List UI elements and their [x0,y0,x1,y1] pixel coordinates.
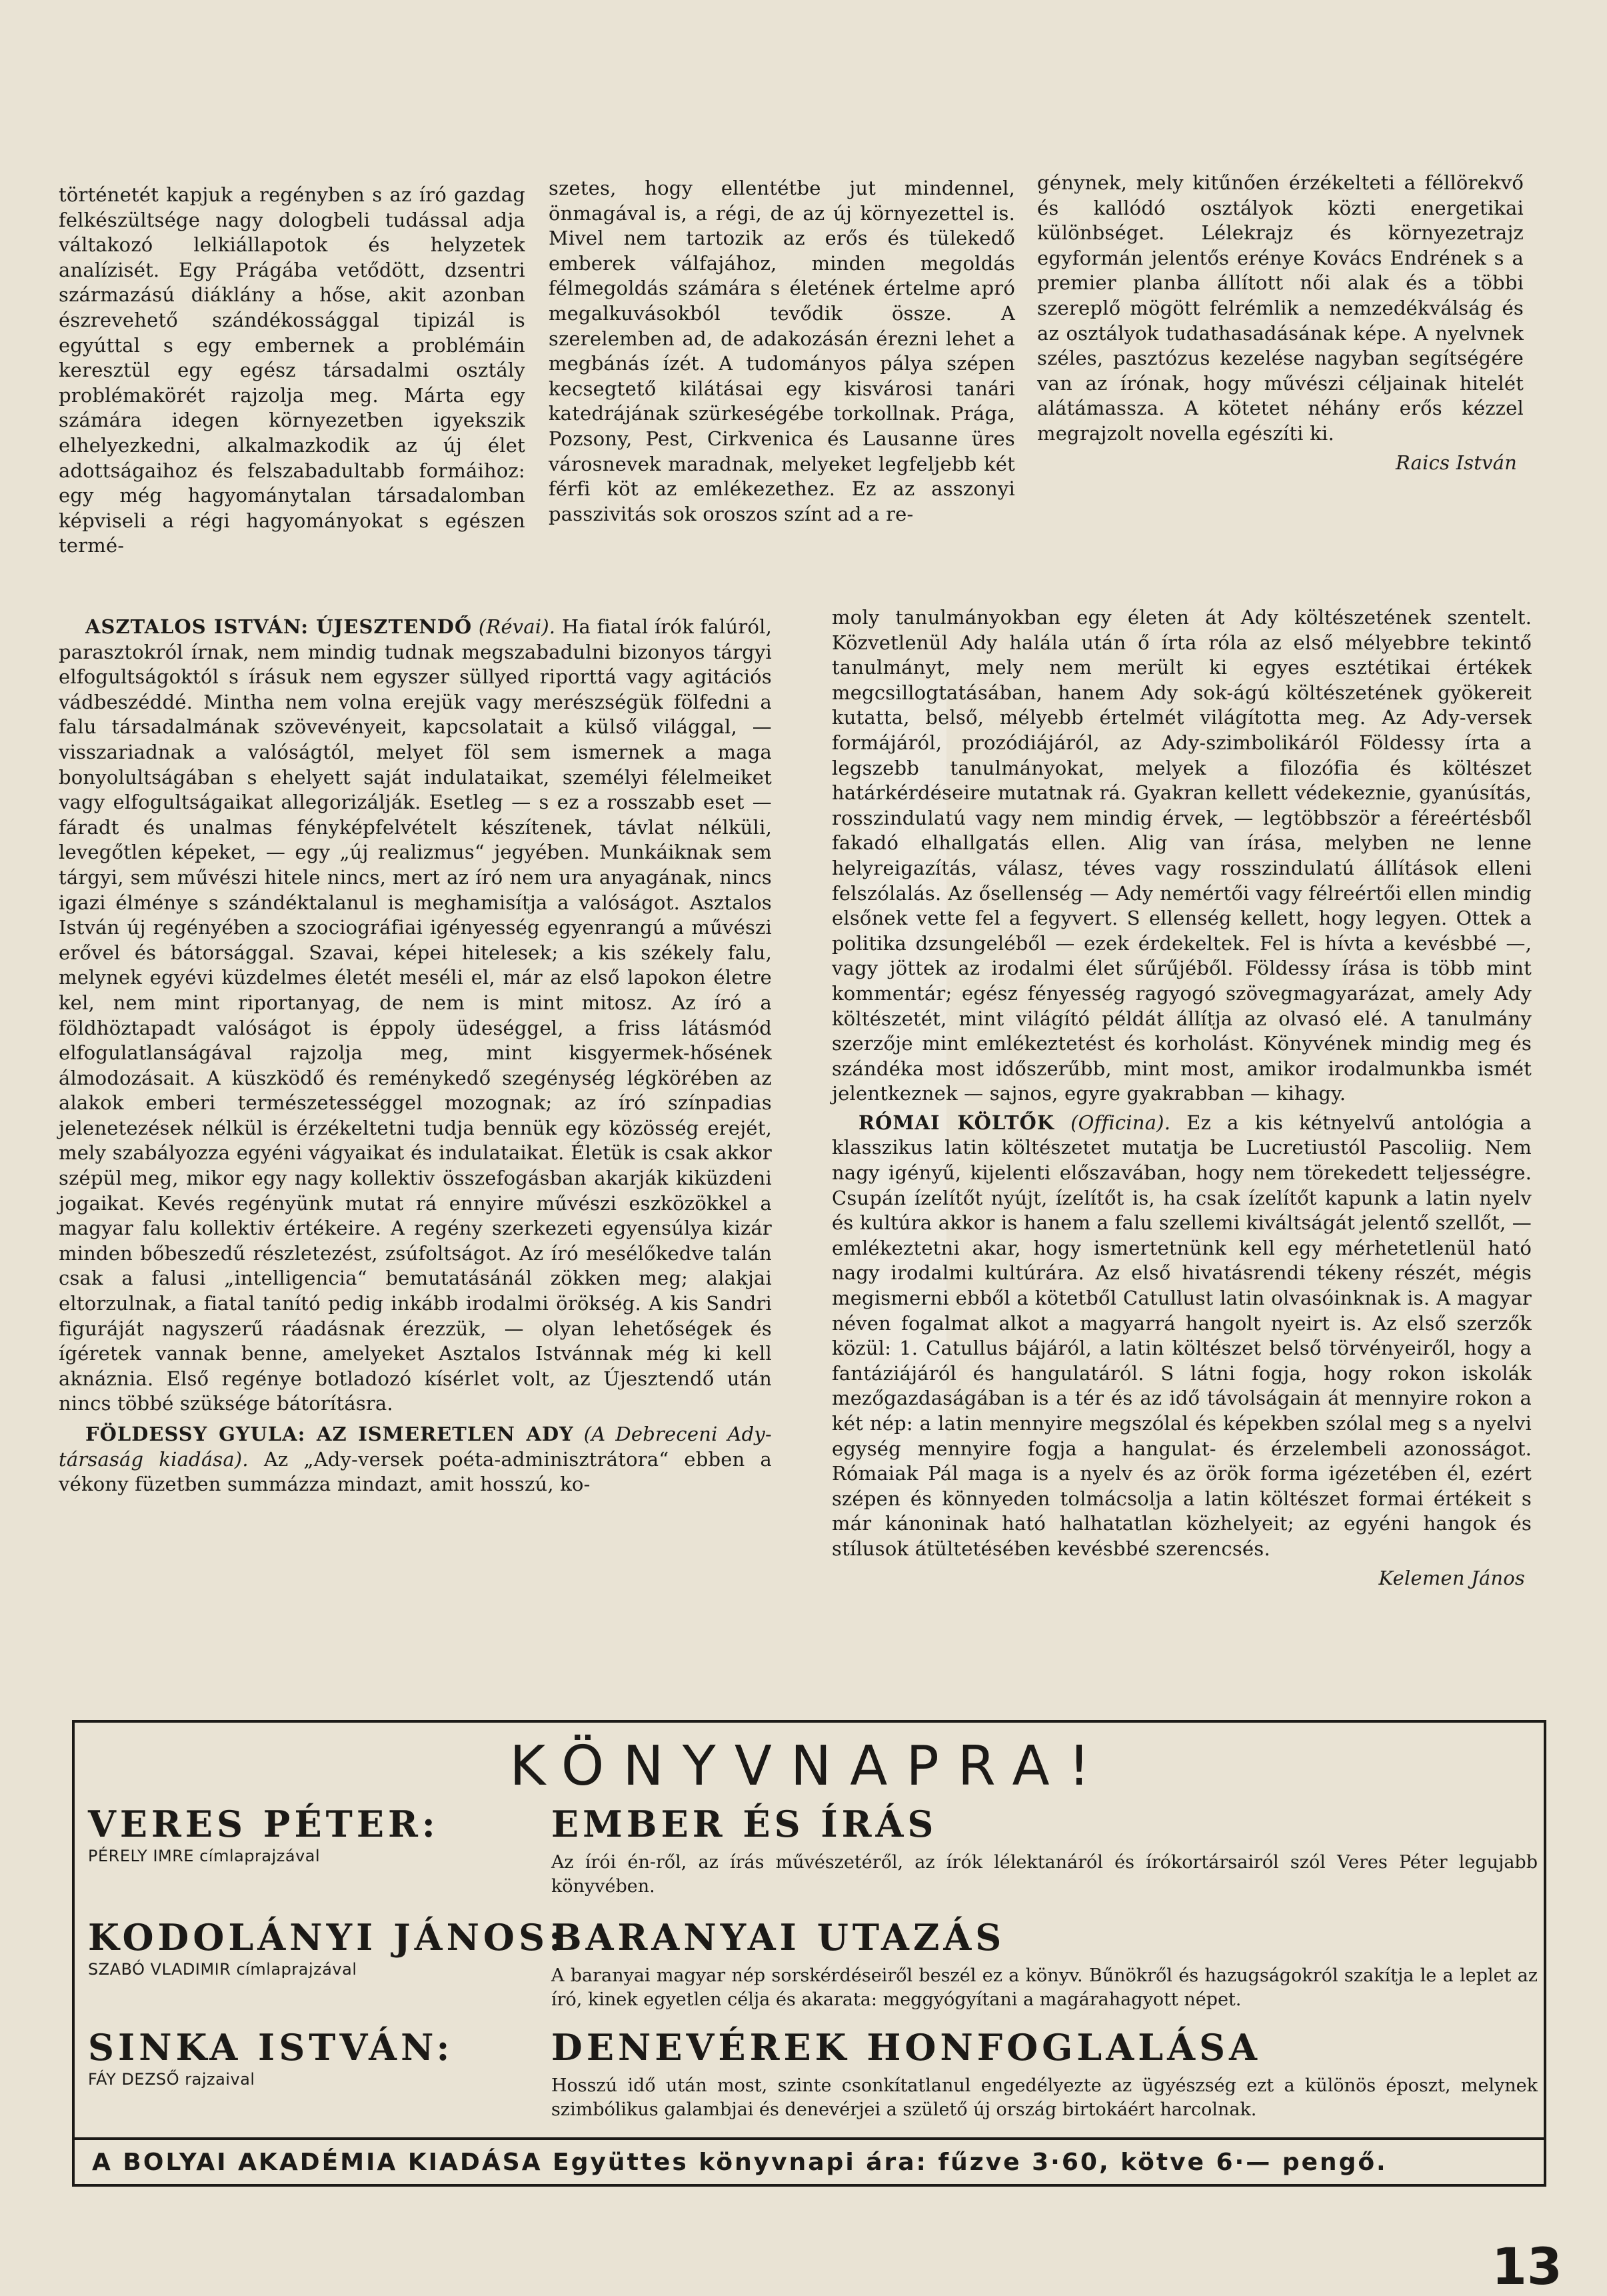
advert-description: Az írói én-ről, az írás művészetéről, az írók lélektanáról és írókortársairól szól Veres Péter legujabb könyvében. [551,1852,1538,1897]
advert-illustrator: SZABÓ VLADIMIR címlaprajzával [88,1960,357,1979]
review-foldessy [59,1422,772,1497]
advert-book-title: EMBER ÉS ÍRÁS [551,1803,938,1845]
advert-author: SINKA ISTVÁN: [88,2026,454,2069]
review-asztalos-body: Ha fiatal írók falúról, parasztokról írnak, nem mindig tudnak megszabadulni bizonyos tárgyi elfogultságoktól s írásuk nem egyszer süllyed riporttá vagy agitációs vádbeszéddé. Mintha nem volna erejük vagy merészségük fölfedni a falu társadalmának szövevényeit, kapcsolatait a külső világgal, — visszariadnak a valóságtól, melyet föl sem ismernek a maga bonyolultságában s ehelyett saját indulataikat, személyi félelmeiket vagy elfogultságaikat allegorizálják. Esetleg — s ez a rosszabb eset — fáradt és unalmas fényképfelvételt készítenek, távlat nélküli, levegőtlen képeket, — egy „új realizmus“ jegyében. Munkáiknak sem tárgyi, sem művészi hitele nincs, mert az író nem ura anyagának, nincs igazi élménye s szándéktalanul is meghamisítja a valóságot. Asztalos István új regényében a szociográfiai igényesség egyenrangú a művészi erővel és bátorsággal. Szavai, képei hitelesek; a kis székely falu, melynek egyévi küzdelmes életét meséli el, már az első lapokon életre kel, nem mint riportanyag, de nem is mint mitosz. Az író a földhöztapadt valóságot is éppoly üdeséggel, a friss látásmód elfogulatlanságával rajzolja meg, mint kisgyermek-hősének álmodozásait. A küszködő és reménykedő szegénység légkörében az alakok emberi természetességgel mozognak; az író színpadias jelenetezések nélkül is érzékeltetni tudja bennük egy közösség erejét, mely szabályozza egyéni vágyaikat és indulataikat. Életük is csak akkor szépül meg, mikor egy nagy kollektiv összefogásban akarják kiküzdeni jogaikat. Kevés regényünk mutat rá ennyire művészi eszközökkel a magyar falu kollektiv értékeire. A regény szerkezeti egyensúlya kizár minden bőbeszedű részletezést, zsúfoltságot. Az író mesélőkedve talán csak a falusi „intelligencia“ bemutatásánál zökken meg; alakjai eltorzulnak, a fiatal tanító pedig inkább irodalmi örökség. A kis Sandri figuráját nagyszerű ráadásnak érezzük, — olyan lehetőségek és ígéretek vannak benne, amelyeket Asztalos Istvánnak még ki kell aknáznia. Első regénye botladozó kísérlet volt, az Újesztendő után nincs többé szüksége bátorításra. [59,615,773,1415]
advert-description: Hosszú idő után most, szinte csonkítatlanul engedélyezte az ügyészség ezt a különös époszt, melynek szimbólikus galambjai és denevérjei a születő új ország birtokáért harcolnak. [551,2075,1538,2120]
advert-footer: A BOLYAI AKADÉMIA KIADÁSA Együttes könyvnapi ára: fűzve 3·60, kötve 6·— pengő. [75,2137,1544,2184]
review-foldessy-heading: FÖLDESSY GYULA: AZ ISMERETLEN ADY [85,1423,574,1445]
review-romai-heading: RÓMAI KÖLTŐK [858,1111,1055,1134]
top-column-1-text: történetét kapjuk a regényben s az író gazdag felkészültsége nagy dologbeli tudással adja váltakozó lelkiállapotok és helyzetek analízisét. Egy Prágába vetődött, dzsentri származású diáklány a hőse, akit azonban észrevehető szándékossággal tipizál is egyúttal s egy embernek a problémáin keresztül egy egész társadalmi osztály problémakörét rajzolja meg. Márta egy számára idegen környezetben igyekszik elhelyezkedni, alkalmazkodik az új élet adottságaihoz és felszabadultabb formáihoz: egy még hagyománytalan társadalomban képviseli a régi hagyományokat s egészen termé- [59,183,525,557]
advert-author: KODOLÁNYI JÁNOS: [88,1916,566,1959]
top-column-2-text: szetes, hogy ellentétbe jut mindennel, önmagával is, a régi, de az új környezettel is. Mivel nem tartozik az erős és tülekedő emberek válfajához, minden megoldás félmegoldás számára s életének értelme apró megalkuvásokból tevődik össze. A szerelemben ad, de adakozásán érezni lehet a megbánás ízét. A tudományos pálya szépen kecsegtető kilátásai egy kisvárosi tanári katedrájának szürkeségébe torkollnak. Prága, Pozsony, Pest, Cirkvenica és Lausanne üres városnevek maradnak, melyeket legfeljebb két férfi köt az emlékezethez. Ez az asszonyi passzivitás sok oroszos színt ad a re- [549,177,1015,525]
review-romai-body: Ez a kis kétnyelvű antológia a klasszikus latin költészetet mutatja be Lucretiustól Pascoliig. Nem nagy igényű, kijelenti előszavában, hogy nem törekedett teljességre. Csupán ízelítőt nyújt, ízelítőt is, ha csak ízelítőt kapunk a latin nyelv és kultúra akkor is hanem a falu szellemi kiváltságát jelentő szellőt, — emlékeztetni akar, hogy ismertetnünk kell egy mérhetetlenül ható nagy irodalmi kultúrára. Az első hivatásrendi tékeny részét, mégis megismerni ebből a kötetből Catullust latin olvasóinknak is. A magyar néven fogalmat alkot a magyarrá hangolt nyeirt is. Az első szerzők közül: 1. Catullus bájáról, a latin költészet belső törvényeiről, hogy a fantáziájáról és hangulatáról. S látni fogja, hogy rokon iskolák mezőgazdaságában is a tér és az idő távolságain át mennyire rokon a két nép: a latin mennyire megszólal és képekben szólal meg s a nyelvi egység mennyire fogja a hangulat- és érzelembeli azonosságot. Rómaiak Pál maga is a nyelv és az örök forma igézetében él, ezért szépen és könnyeden tolmácsolja a latin költészet formai értékeit s már kánoninak ható halhatatlan közhelyeit; az egyéni hangok és stílusok átültetésében kevésbbé szerencsés. [832,1111,1532,1560]
advert-illustrator: PÉRELY IMRE címlaprajzával [88,1847,321,1865]
review-asztalos-publisher: (Révai). [478,615,556,638]
review-foldessy-body: Az „Ady-versek poéta-adminisztrátora“ ebben a vékony füzetben summázza mindazt, amit hosszú, ko- [59,1447,773,1496]
top-column-3-text: génynek, mely kitűnően érzékelteti a féllörekvő és kallódó osztályok közti energetikai különbséget. Lélekrajz és környezetrajz egyformán jelentős erénye Kovács Endrének s a premier planba állított női alak és a többi szereplő mögött felrémlik a nemzedékválság és az osztályok tudathasadásának képe. A nyelvnek széles, pasztózus kezelése nagyban segítségére van az írónak, hogy művészi céljainak hitelét alátámassza. A kötetet néhány erős kézzel megrajzolt novella egészíti ki. [1037,171,1524,445]
review-foldessy-publisher: (A Debreceni Ady-társaság kiadása). [59,1423,772,1471]
advert-book-title: DENEVÉREK HONFOGLALÁSA [551,2026,1261,2069]
left-lower-column [59,615,772,1497]
review-romai-publisher: (Officina). [1070,1111,1171,1134]
top-column-1 [59,183,525,559]
right-lower-column [832,605,1532,1591]
page-number: 13 [1492,2237,1562,2296]
review-asztalos [59,615,772,1417]
top-column-2 [549,176,1015,527]
advert-description: A baranyai magyar nép sorskérdéseiről beszél ez a könyv. Bűnökről és hazugságokról szakítja le a leplet az író, kinek egyetlen célja és akarata: meggyógyítani a magárahagyott népet. [551,1965,1538,2010]
advert-illustrator: FÁY DEZSŐ rajzaival [88,2070,255,2089]
advert-box [72,1720,1546,2187]
review-asztalos-heading: ASZTALOS ISTVÁN: ÚJESZTENDŐ [85,615,473,638]
review-romai-koltok [832,1111,1532,1562]
right-column-signature: Kelemen János [1378,1566,1525,1589]
right-column-text1: moly tanulmányokban egy életen át Ady költészetének szentelt. Közvetlenül Ady halála után ő írta róla az első mélyebbre tekintő tanulmányt, mely nem merült ki egyes esztétikai értékek megcsillogtatásában, hanem Ady sok-ágú költészetének gyökereit kutatta, belső, mélyebb értelmét világította meg. Az Ady-versek formájáról, prozódiájáról, az Ady-szimbolikáról Földessy írta a legszebb tanulmányokat, melyek a filozófia és költészet határkérdéseire mutatnak rá. Gyakran kellett védekeznie, gyanúsítás, rosszindulatú vagy nem mindig érvek, — legtöbbször a féreértésből fakadó elhallgatás ellen. Alig van írása, melyben ne lenne helyreigazítás, válasz, téves vagy rosszindulatú állítások elleni felszólalás. Az ősellenség — Ady nemértői vagy félreértői ellen mindig elsőnek vette fel a fegyvert. S ellenség kellett, hogy legyen. Ottek a politika dzsungeléből — ezek érdekeltek. Fel is hívta a kevésbbé —, vagy jöttek az irodalmi élet sűrűjéből. Földessy írása is több mint kommentár; egész fényesség ragyogó szövegmagyarázat, amely Ady költészetét, mint világító példát állítja az olvasó elé. A tanulmány szerzője mint emlékeztetést és korholást. Könyvének mindig meg és szándéka most időszerűbb, mint most, amikor irodalmunkba ismét jelentkeznek — sajnos, egyre gyakrabban — kihagy. [832,606,1532,1105]
advert-book-title: BARANYAI UTAZÁS [551,1916,1006,1959]
top-column-3 [1037,171,1524,475]
advert-title: KÖNYVNAPRA! [509,1735,1109,1798]
advert-author: VERES PÉTER: [88,1803,439,1845]
top-column-3-signature: Raics István [1395,451,1517,474]
